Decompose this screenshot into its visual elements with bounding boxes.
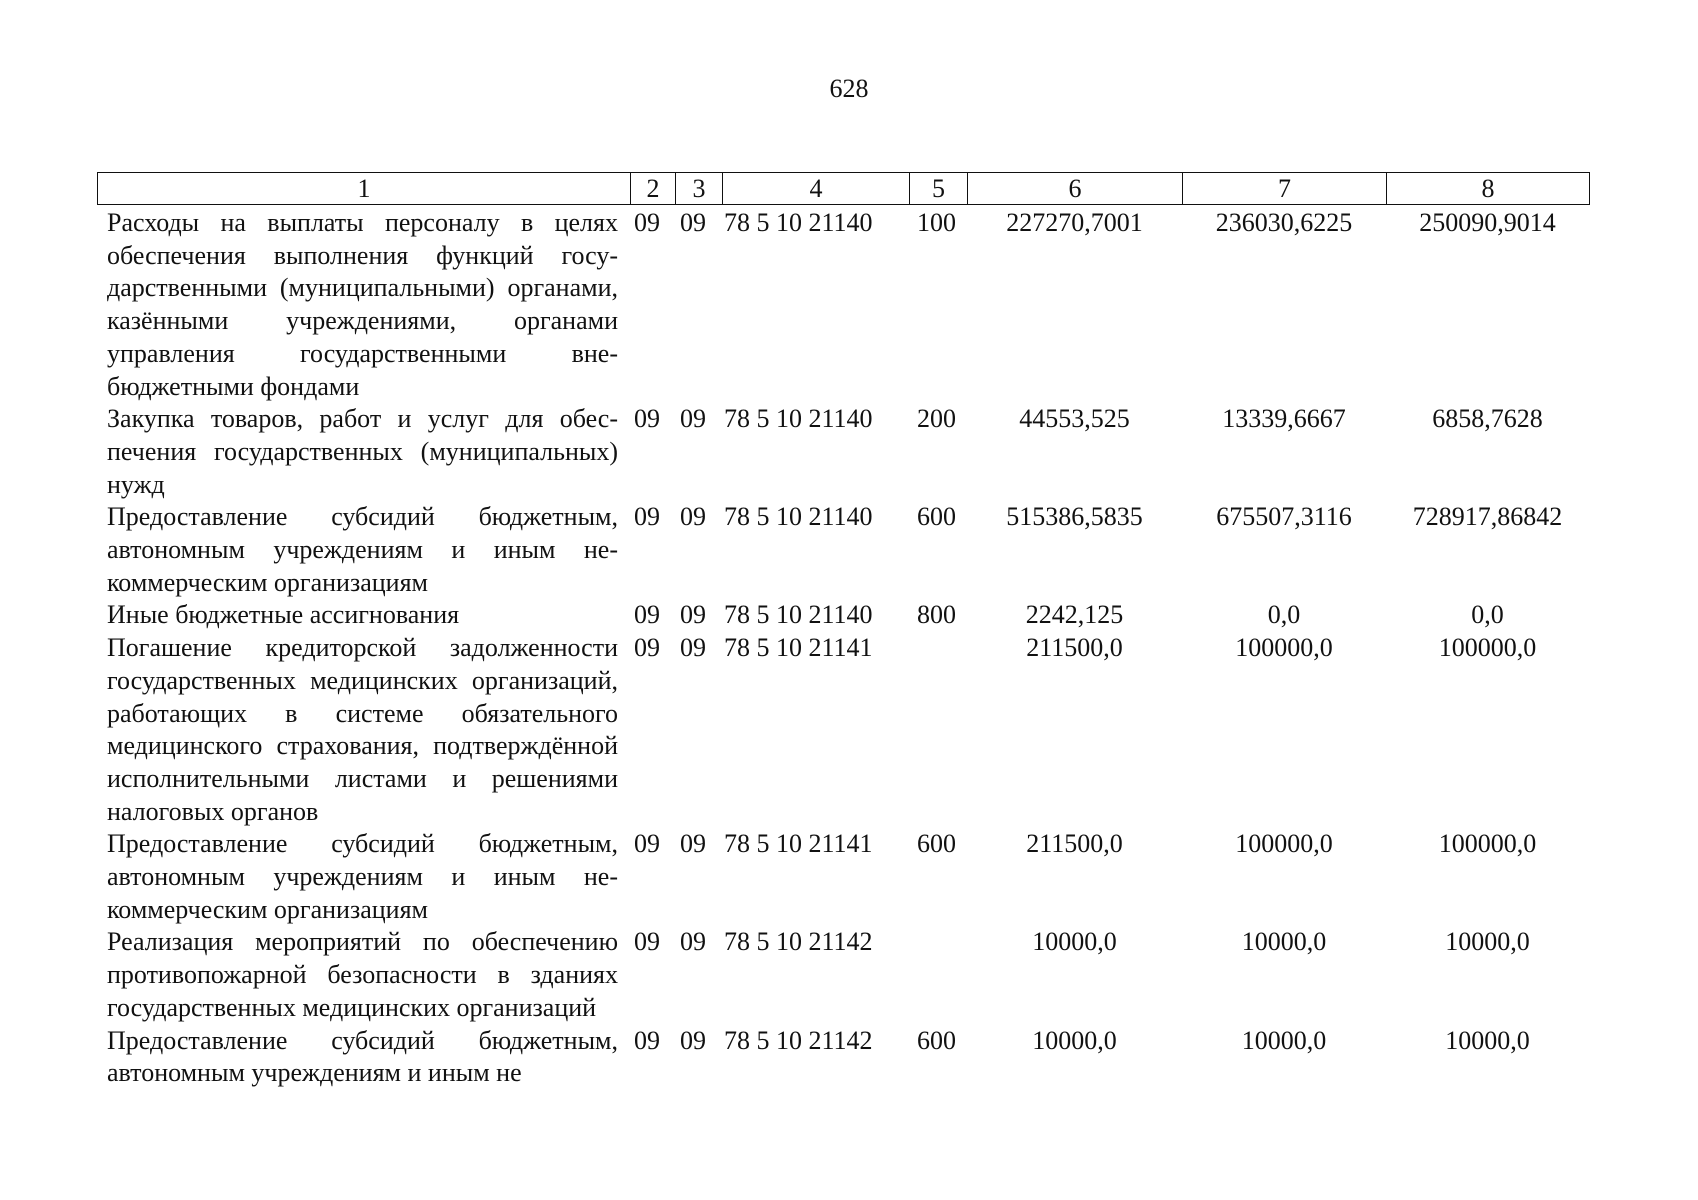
row-col-5: 100 [917,208,956,237]
row-description: Расходы на выплаты персоналу в целях обеспечения выполнения функций государственными (муниципальными) органами, казёнными учреждениями, органами управления государственными внебюджетными фондами [107,208,618,401]
row-description: Предоставление субсидий бюджетным, автономным учреждениям и иным некоммерческим организациям [107,502,618,597]
row-col-3: 09 [680,829,706,859]
column-number-row [98,173,1590,205]
row-col-4: 78 5 10 21142 [724,927,873,957]
table-row [97,632,1589,828]
row-col-3: 09 [680,633,706,663]
row-description: Предоставление субсидий бюджетным, автономным учреждениям и иным некоммерческим организациям [107,829,618,924]
row-col-8: 10000,0 [1445,927,1530,957]
row-col-7: 100000,0 [1235,633,1333,663]
row-col-4: 78 5 10 21140 [724,208,873,237]
row-col-7: 0,0 [1267,600,1301,630]
row-col-2: 09 [634,1025,660,1055]
row-col-8: 250090,9014 [1419,208,1556,237]
row-col-3: 09 [680,208,706,237]
row-col-4: 78 5 10 21142 [724,1025,873,1055]
row-col-2: 09 [634,404,660,434]
row-col-6: 515386,5835 [1006,502,1143,532]
row-col-6: 227270,7001 [1006,208,1143,237]
row-col-4: 78 5 10 21141 [724,829,873,859]
row-col-3: 09 [680,927,706,957]
row-col-8: 100000,0 [1438,633,1537,663]
row-col-6: 211500,0 [1026,829,1123,859]
table-row [97,599,1589,632]
page-number: 628 [829,74,869,103]
row-description: Закупка товаров, работ и услуг для обеспечения государственных (муниципальных) нужд [107,404,618,499]
table-row [97,403,1589,501]
row-col-2: 09 [634,502,660,532]
table-row [97,828,1589,926]
row-col-4: 78 5 10 21140 [724,404,873,434]
row-col-6: 10000,0 [1032,1025,1117,1055]
row-col-7: 10000,0 [1241,927,1327,957]
table-row [97,207,1589,403]
row-col-6: 44553,525 [1019,404,1130,434]
row-col-4: 78 5 10 21140 [724,502,873,532]
row-col-6: 211500,0 [1026,633,1123,663]
budget-table [97,207,1589,1090]
column-header-5: 5 [910,173,968,205]
column-header-1: 1 [98,173,631,205]
row-col-5: 600 [917,1025,956,1055]
row-col-3: 09 [680,1025,706,1055]
column-header-8: 8 [1387,173,1590,205]
row-col-6: 2242,125 [1025,600,1124,630]
row-col-7: 13339,6667 [1222,404,1346,434]
row-col-5: 800 [917,600,956,630]
row-col-7: 236030,6225 [1215,208,1353,237]
row-col-7: 675507,3116 [1216,502,1352,532]
row-col-8: 10000,0 [1445,1025,1530,1055]
column-header-2: 2 [631,173,676,205]
table-row [97,1025,1589,1090]
row-col-5: 600 [917,829,956,859]
row-description: Реализация мероприятий по обеспечению противопожарной безопасности в зданиях государственных медицинских организаций [107,927,618,1022]
row-col-2: 09 [634,633,660,663]
row-description: Погашение кредиторской задолженности государственных медицинских организаций, работающих в системе обязательного медицинского страхования, подтверждённой исполнительными листами и решениями налоговых органов [107,633,618,826]
table-row [97,501,1589,599]
row-col-6: 10000,0 [1032,927,1117,957]
row-col-3: 09 [680,502,706,532]
row-col-4: 78 5 10 21140 [724,600,873,630]
column-header-6: 6 [968,173,1183,205]
row-col-2: 09 [634,829,660,859]
column-header-4: 4 [723,173,910,205]
row-col-4: 78 5 10 21141 [724,633,873,663]
row-col-8: 100000,0 [1438,829,1537,859]
column-header-7: 7 [1183,173,1387,205]
row-col-7: 100000,0 [1235,829,1333,859]
row-col-2: 09 [634,600,660,630]
row-col-2: 09 [634,927,660,957]
row-col-2: 09 [634,208,660,237]
column-header-table [97,172,1590,205]
row-col-5: 600 [917,502,956,532]
table-row [97,926,1589,1024]
row-col-8: 6858,7628 [1432,404,1543,434]
row-description: Предоставление субсидий бюджетным, автономным учреждениям и иным не [107,1025,618,1088]
row-col-8: 0,0 [1471,600,1504,630]
row-col-3: 09 [680,404,706,434]
row-col-8: 728917,86842 [1412,502,1563,532]
row-col-5: 200 [917,404,956,434]
row-col-5 [909,926,967,1024]
column-header-3: 3 [676,173,723,205]
row-col-5 [909,632,967,828]
row-description: Иные бюджетные ассигнования [107,600,460,630]
row-col-7: 10000,0 [1241,1025,1327,1055]
row-col-3: 09 [680,600,706,630]
